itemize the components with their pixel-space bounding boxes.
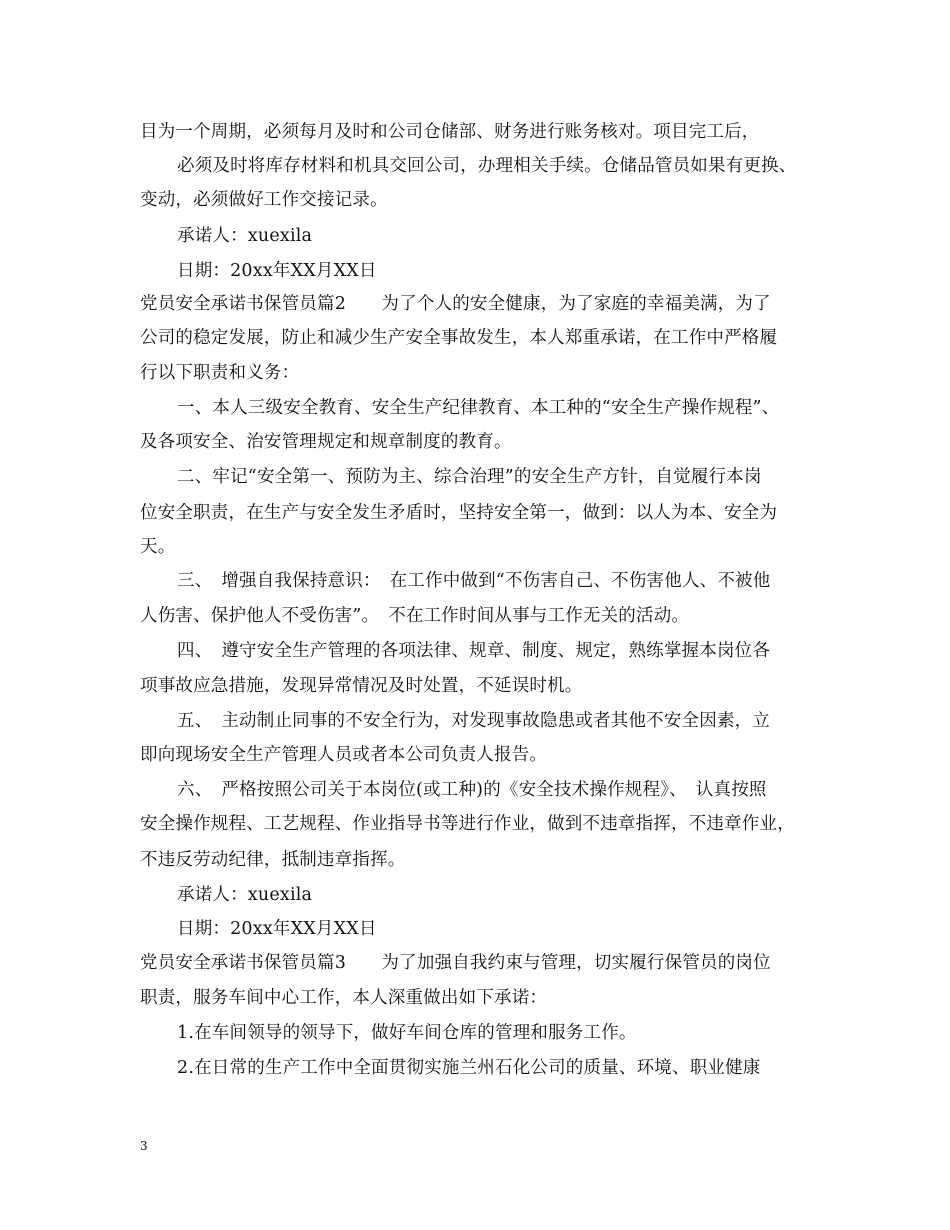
text-line: 职责，服务车间中心工作，本人深重做出如下承诺： [140,988,548,1008]
date-line: 日期：20xx年XX月XX日 [177,919,377,939]
text-line: 变动，必须做好工作交接记录。 [140,190,388,210]
signature-line: 承诺人：xuexila [177,885,313,905]
text-line: 不违反劳动纪律，抵制违章指挥。 [140,850,406,870]
list-item: 二、牢记“安全第一、预防为主、综合治理”的安全生产方针，自觉履行本岗 [177,467,762,487]
text-line: 目为一个周期，必须每月及时和公司仓储部、财务进行账务核对。项目完工后， [140,122,760,142]
list-item: 2.在日常的生产工作中全面贯彻实施兰州石化公司的质量、环境、职业健康 [177,1058,761,1078]
list-item: 五、 主动制止同事的不安全行为，对发现事故隐患或者其他不安全因素，立 [177,711,771,731]
text-line: 即向现场安全生产管理人员或者本公司负责人报告。 [140,745,548,765]
text-line: 公司的稳定发展，防止和减少生产安全事故发生，本人郑重承诺，在工作中严格履 [140,328,778,348]
page-number: 3 [140,1139,148,1153]
text-line: 安全操作规程、工艺规程、作业指导书等进行作业，做到不违章指挥，不违章作业， [140,814,795,834]
text-line: 人伤害、保护他人不受伤害”。 不在工作时间从事与工作无关的活动。 [140,606,690,626]
text-line: 行以下职责和义务： [140,363,300,383]
list-item: 三、 增强自我保持意识： 在工作中做到“不伤害自己、不伤害他人、不被他 [177,571,771,591]
date-line: 日期：20xx年XX月XX日 [177,261,377,281]
list-item: 一、本人三级安全教育、安全生产纪律教育、本工种的“安全生产操作规程”、 [177,398,780,418]
signature-line: 承诺人：xuexila [177,226,313,246]
section-heading: 党员安全承诺书保管员篇2 为了个人的安全健康，为了家庭的幸福美满，为了 [140,294,771,314]
text-line: 及各项安全、治安管理规定和规章制度的教育。 [140,432,512,452]
list-item: 六、 严格按照公司关于本岗位(或工种)的《安全技术操作规程》、 认真按照 [177,780,767,800]
list-item: 1.在车间领导的领导下，做好车间仓库的管理和服务工作。 [177,1023,637,1043]
list-item: 四、 遵守安全生产管理的各项法律、规章、制度、规定，熟练掌握本岗位各 [177,641,771,661]
text-line: 天。 [140,537,176,557]
text-line: 项事故应急措施，发现异常情况及时处置，不延误时机。 [140,676,583,696]
section-heading: 党员安全承诺书保管员篇3 为了加强自我约束与管理，切实履行保管员的岗位 [140,953,771,973]
text-line: 位安全职责，在生产与安全发生矛盾时，坚持安全第一，做到：以人为本、安全为 [140,503,778,523]
text-line: 必须及时将库存材料和机具交回公司，办理相关手续。仓储品管员如果有更换、 [177,156,797,176]
